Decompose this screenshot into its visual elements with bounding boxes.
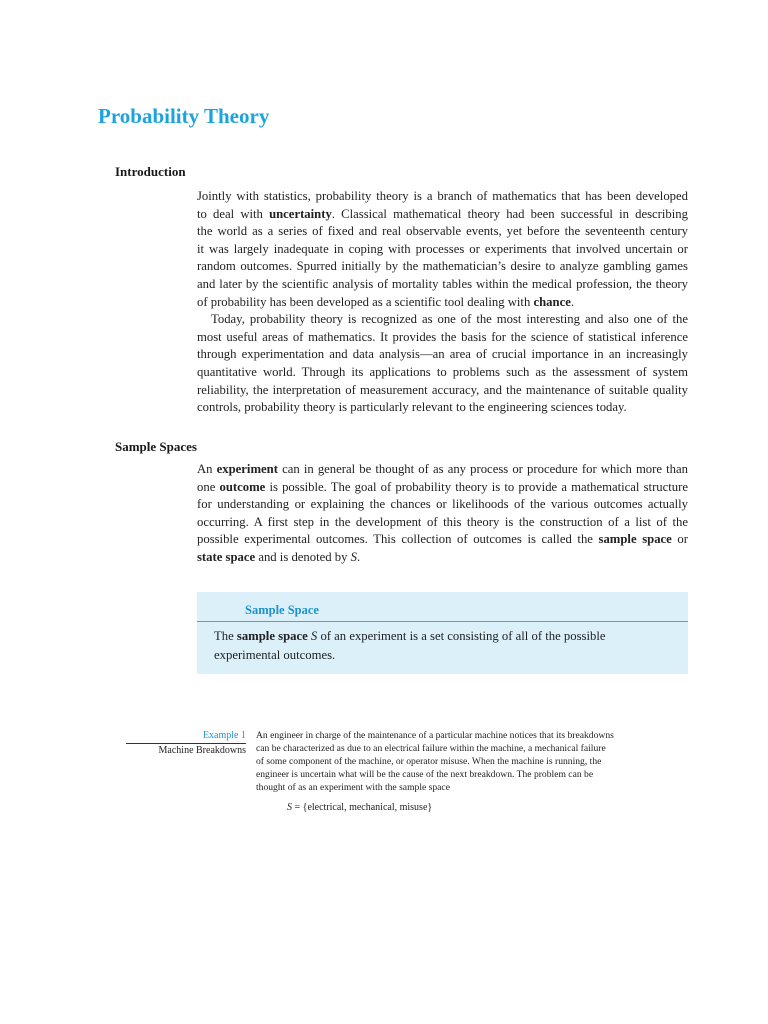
text-line: experimental outcomes.	[214, 648, 336, 662]
term-experiment: experiment	[216, 462, 278, 476]
section-heading-sample-spaces: Sample Spaces	[115, 439, 197, 454]
chapter-title: Probability Theory	[98, 104, 270, 128]
text-line: most useful areas of mathematics. It provides the basis for the science of statistical inference	[197, 329, 688, 344]
example-formula: S = {electrical, mechanical, misuse}	[287, 802, 433, 813]
definition-box-divider	[197, 621, 688, 622]
example-label: Example 1	[202, 730, 246, 741]
symbol-s: S	[310, 629, 318, 643]
text-line: thought of as an experiment with the sample space	[256, 781, 450, 793]
sample-spaces-body	[197, 461, 688, 567]
text-line: of some component of the machine, or operator misuse. When the machine is running, the	[256, 755, 602, 767]
text-line: it was largely inadequate in coping with processes or experiments that involved uncertain or	[197, 241, 688, 256]
text-line: can be characterized as due to an electrical failure within the machine, a mechanical failure	[256, 742, 606, 754]
sample-spaces-paragraph	[197, 461, 688, 567]
section-heading-introduction: Introduction	[115, 164, 186, 179]
text-line: occurring. A first step in the development of this theory is the construction of a list of the	[197, 514, 688, 529]
example-rule	[126, 743, 246, 744]
text-line: for understanding or explaining the chances or likelihoods of the various outcomes actually	[197, 497, 688, 512]
term-sample-space: sample space	[598, 532, 672, 547]
definition-box-text	[214, 627, 654, 665]
term-uncertainty: uncertainty	[269, 206, 332, 221]
text-line: reliability, the interpretation of measurement accuracy, and the maintenance of suitable quality	[197, 382, 688, 397]
text-line: An engineer in charge of the maintenance of a particular machine notices that its breakdowns	[256, 730, 614, 741]
text-line: quantitative world. Through its applications to problems such as the assessment of system	[197, 364, 688, 379]
introduction-paragraph-1	[197, 188, 688, 311]
text-line: Today, probability theory is recognized as one of the most interesting and also one of the	[211, 312, 688, 327]
text-line: The sample space S of an experiment is a set consisting of all of the possible	[214, 629, 606, 643]
text-line: through experimentation and data analysis—an area of crucial importance in an increasingly	[197, 347, 688, 362]
definition-box-title: Sample Space	[245, 603, 319, 617]
text-line: of probability has been developed as a scientific tool dealing with chance.	[197, 294, 575, 309]
symbol-s: S	[287, 802, 292, 813]
text-line: state space and is denoted by S.	[197, 549, 361, 564]
text-line: the world as a series of fixed and real observable events, yet before the seventeenth century	[197, 224, 688, 239]
symbol-s: S	[350, 549, 357, 564]
text-line: An experiment can in general be thought of as any process or procedure for which more than	[197, 462, 688, 476]
definition-box	[197, 592, 688, 674]
term-state-space: state space	[197, 549, 256, 564]
example-subtitle: Machine Breakdowns	[158, 745, 246, 756]
text-line: one outcome is possible. The goal of probability theory is to provide a mathematical structure	[197, 479, 688, 494]
example-text	[256, 730, 626, 795]
text-line: possible experimental outcomes. This collection of outcomes is called the sample space or	[197, 532, 688, 547]
introduction-body	[197, 188, 688, 417]
text-line: random outcomes. Spurred initially by the mathematician’s desire to analyze gambling games	[197, 259, 688, 274]
text-line: and later by the scientific analysis of mortality tables within the medical profession, the theory	[197, 276, 688, 291]
introduction-paragraph-2	[197, 311, 688, 417]
text-line: engineer is uncertain what will be the cause of the next breakdown. The problem can be	[256, 768, 594, 780]
text-line: Jointly with statistics, probability theory is a branch of mathematics that has been developed	[197, 189, 688, 203]
text-line: to deal with uncertainty. Classical mathematical theory had been successful in describing	[197, 206, 688, 221]
term-chance: chance	[533, 294, 571, 309]
term-sample-space: sample space	[236, 629, 308, 643]
term-outcome: outcome	[219, 479, 266, 494]
text-line: controls, probability theory is particularly relevant to the engineering sciences today.	[197, 400, 627, 415]
